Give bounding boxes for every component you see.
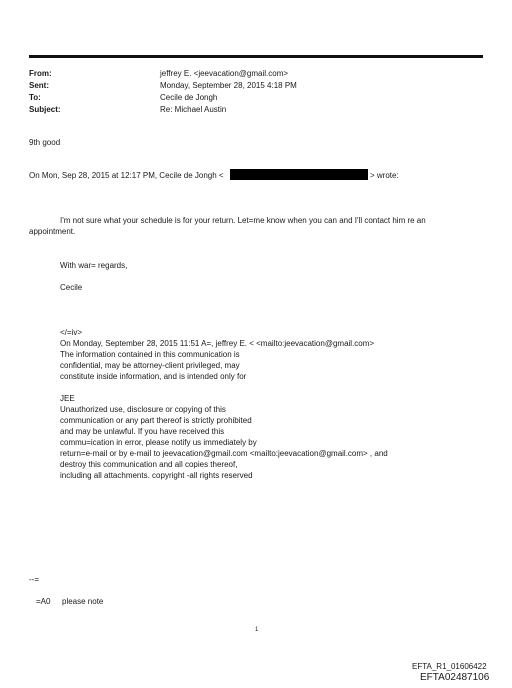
regards: With war= regards,: [60, 261, 128, 270]
sent-value: Monday, September 28, 2015 4:18 PM: [160, 81, 297, 90]
unauthorized-line: including all attachments. copyright -all rights reserved: [60, 471, 253, 480]
para1-line2: appointment.: [29, 227, 76, 236]
header-rule: [29, 55, 483, 58]
to-value: Cecile de Jongh: [160, 93, 218, 102]
to-label: To:: [29, 93, 41, 102]
unauthorized-line: destroy this communication and all copies thereof,: [60, 460, 238, 469]
unauthorized-line: return=e-mail or by e-mail to jeevacation@gmail.com <mailto:jeevacation@gmail.com> , and: [60, 449, 388, 458]
unauthorized-line: communication or any part thereof is strictly prohibited: [60, 416, 252, 425]
redaction-box: [230, 169, 368, 180]
unauthorized-line: commu=ication in error, please notify us immediately by: [60, 438, 257, 447]
unauthorized-line: and may be unlawful. If you have received this: [60, 427, 225, 436]
quote-intro-before: On Mon, Sep 28, 2015 at 12:17 PM, Cecile de Jongh <: [29, 171, 224, 180]
sent-label: Sent:: [29, 81, 49, 90]
jee-text: JEE: [60, 394, 75, 403]
unauthorized-line: Unauthorized use, disclosure or copying of this: [60, 405, 226, 414]
para1-line1: I'm not sure what your schedule is for your return. Let=me know when you can and I'll contact him re an: [60, 216, 426, 225]
page-number: 1: [255, 627, 259, 633]
disclaimer-line: confidential, may be attorney-client privileged, may: [60, 361, 240, 370]
quote-intro-after: > wrote:: [370, 171, 399, 180]
subject-value: Re: Michael Austin: [160, 105, 227, 114]
bates-number-1: EFTA_R1_01606422: [412, 662, 487, 671]
dashes: --=: [29, 575, 39, 584]
from-value: jeffrey E. <jeevacation@gmail.com>: [160, 69, 289, 78]
disclaimer-line: The information contained in this communication is: [60, 350, 240, 359]
disclaimer-line: constitute inside information, and is intended only for: [60, 372, 247, 381]
div-tag: </=iv>: [60, 328, 83, 337]
subject-label: Subject:: [29, 105, 61, 114]
signature: Cecile: [60, 283, 83, 292]
reply-text: 9th good: [29, 138, 61, 147]
a0-marker: =A0: [36, 597, 51, 606]
disclaimer-line: On Monday, September 28, 2015 11:51 A=, jeffrey E. < <mailto:jeevacation@gmail.com>: [60, 339, 375, 348]
bates-number-2: EFTA02487106: [420, 672, 490, 683]
from-label: From:: [29, 69, 52, 78]
please-note: please note: [62, 597, 104, 606]
